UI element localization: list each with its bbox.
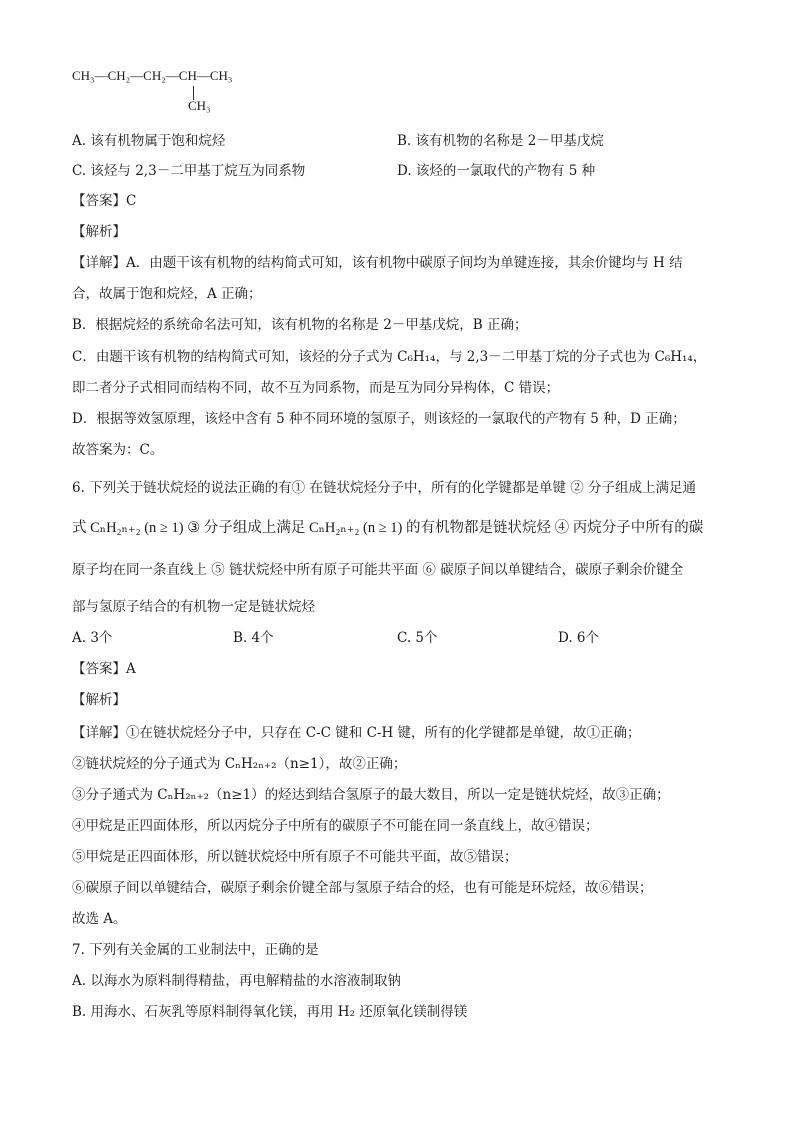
q5-detail-line-3: B．根据烷烃的系统命名法可知，该有机物的名称是 2－甲基戊烷，B 正确；: [72, 317, 528, 333]
q6-conclusion: 故选 A。: [72, 911, 127, 927]
q6-option-b: B. 4个: [233, 630, 274, 646]
q6-detail-line-2: ②链状烷烃的分子通式为 CₙH₂ₙ₊₂（n≥1），故②正确；: [72, 756, 407, 772]
answer-label: 【答案】: [72, 193, 126, 209]
q6-option-d: D. 6个: [558, 630, 600, 646]
q6-detail-line-3: ③分子通式为 CₙH₂ₙ₊₂（n≥1）的烃达到结合氢原子的最大数目，所以一定是链状烷烃，故③正确；: [72, 787, 670, 803]
q6-detail-line-4: ④甲烷是正四面体形，所以丙烷分子中所有的碳原子不可能在同一条直线上，故④错误；: [72, 818, 599, 834]
q5-option-a: A. 该有机物属于饱和烷烃: [72, 133, 226, 149]
q6-stem-line-1: 6. 下列关于链状烷烃的说法正确的有① 在链状烷烃分子中，所有的化学键都是单键 ② 分子组成上满足通: [72, 480, 697, 496]
q6-detail-line-1: 【详解】①在链状烷烃分子中，只存在 C-C 键和 C-H 键，所有的化学键都是单键，故①正确；: [72, 725, 641, 741]
q5-answer: [72, 192, 136, 210]
detail-label: 【详解】: [72, 725, 126, 741]
q5-detail-line-2: 合，故属于饱和烷烃，A 正确；: [72, 286, 262, 302]
q7-option-b: B. 用海水、石灰乳等原料制得氧化镁，再用 H₂ 还原氧化镁制得镁: [72, 1004, 468, 1020]
q5-detail-line-1: 【详解】A．由题干该有机物的结构简式可知，该有机物中碳原子间均为单键连接，其余价键均与 H 结: [72, 255, 683, 271]
q5-option-b: B. 该有机物的名称是 2－甲基戊烷: [397, 133, 604, 149]
q6-option-a: A. 3个: [72, 630, 113, 646]
q6-stem-line-3: 原子均在同一条直线上 ⑤ 链状烷烃中所有原子可能共平面 ⑥ 碳原子间以单键结合，碳原子剩余价键全: [72, 562, 684, 578]
q5-conclusion: 故答案为：C。: [72, 442, 164, 458]
detail-label: 【详解】: [72, 255, 126, 271]
q6-stem-line-4: 部与氢原子结合的有机物一定是链状烷烃: [72, 599, 315, 615]
q6-detail-line-6: ⑥碳原子间以单键结合，碳原子剩余价键全部与氢原子结合的烃，也有可能是环烷烃，故⑥错误；: [72, 880, 653, 896]
q5-option-c: C. 该烃与 2,3－二甲基丁烷互为同系物: [72, 163, 306, 179]
q6-analysis-label: 【解析】: [72, 692, 126, 708]
q6-detail-line-5: ⑤甲烷是正四面体形，所以链状烷烃中所有原子不可能共平面，故⑤错误；: [72, 849, 518, 865]
q5-detail-line-6: D．根据等效氢原理，该烃中含有 5 种不同环境的氢原子，则该烃的一氯取代的产物有 5 种，D 正确；: [72, 411, 686, 427]
structural-formula: [72, 68, 332, 118]
q6-stem-line-2: 式 CₙH₂ₙ₊₂ (n ≥ 1) ③ 分子组成上满足 CₙH₂ₙ₊₂ (n ≥ 1) 的有机物都是链状烷烃 ④ 丙烷分子中所有的碳: [72, 520, 704, 536]
answer-value: A: [126, 661, 136, 677]
q5-analysis-label: 【解析】: [72, 224, 126, 240]
q5-detail-line-5: 即二者分子式相同而结构不同，故不互为同系物，而是互为同分异构体，C 错误；: [72, 380, 560, 396]
answer-value: C: [126, 193, 137, 209]
q5-option-d: D. 该烃的一氯取代的产物有 5 种: [397, 163, 596, 179]
q5-detail-line-4: C．由题干该有机物的结构简式可知，该烃的分子式为 C₆H₁₄，与 2,3－二甲基丁烷的分子式也为 C₆H₁₄，: [72, 349, 707, 365]
branch-methyl: CH₃: [188, 98, 211, 113]
q7-option-a: A. 以海水为原料制得精盐，再电解精盐的水溶液制取钠: [72, 973, 401, 989]
answer-label: 【答案】: [72, 661, 126, 677]
q6-option-c: C. 5个: [397, 630, 438, 646]
q7-stem: 7. 下列有关金属的工业制法中，正确的是: [72, 942, 319, 958]
q6-answer: [72, 660, 136, 678]
main-chain: CH₃—CH₂—CH₂—CH—CH₃: [72, 68, 233, 83]
